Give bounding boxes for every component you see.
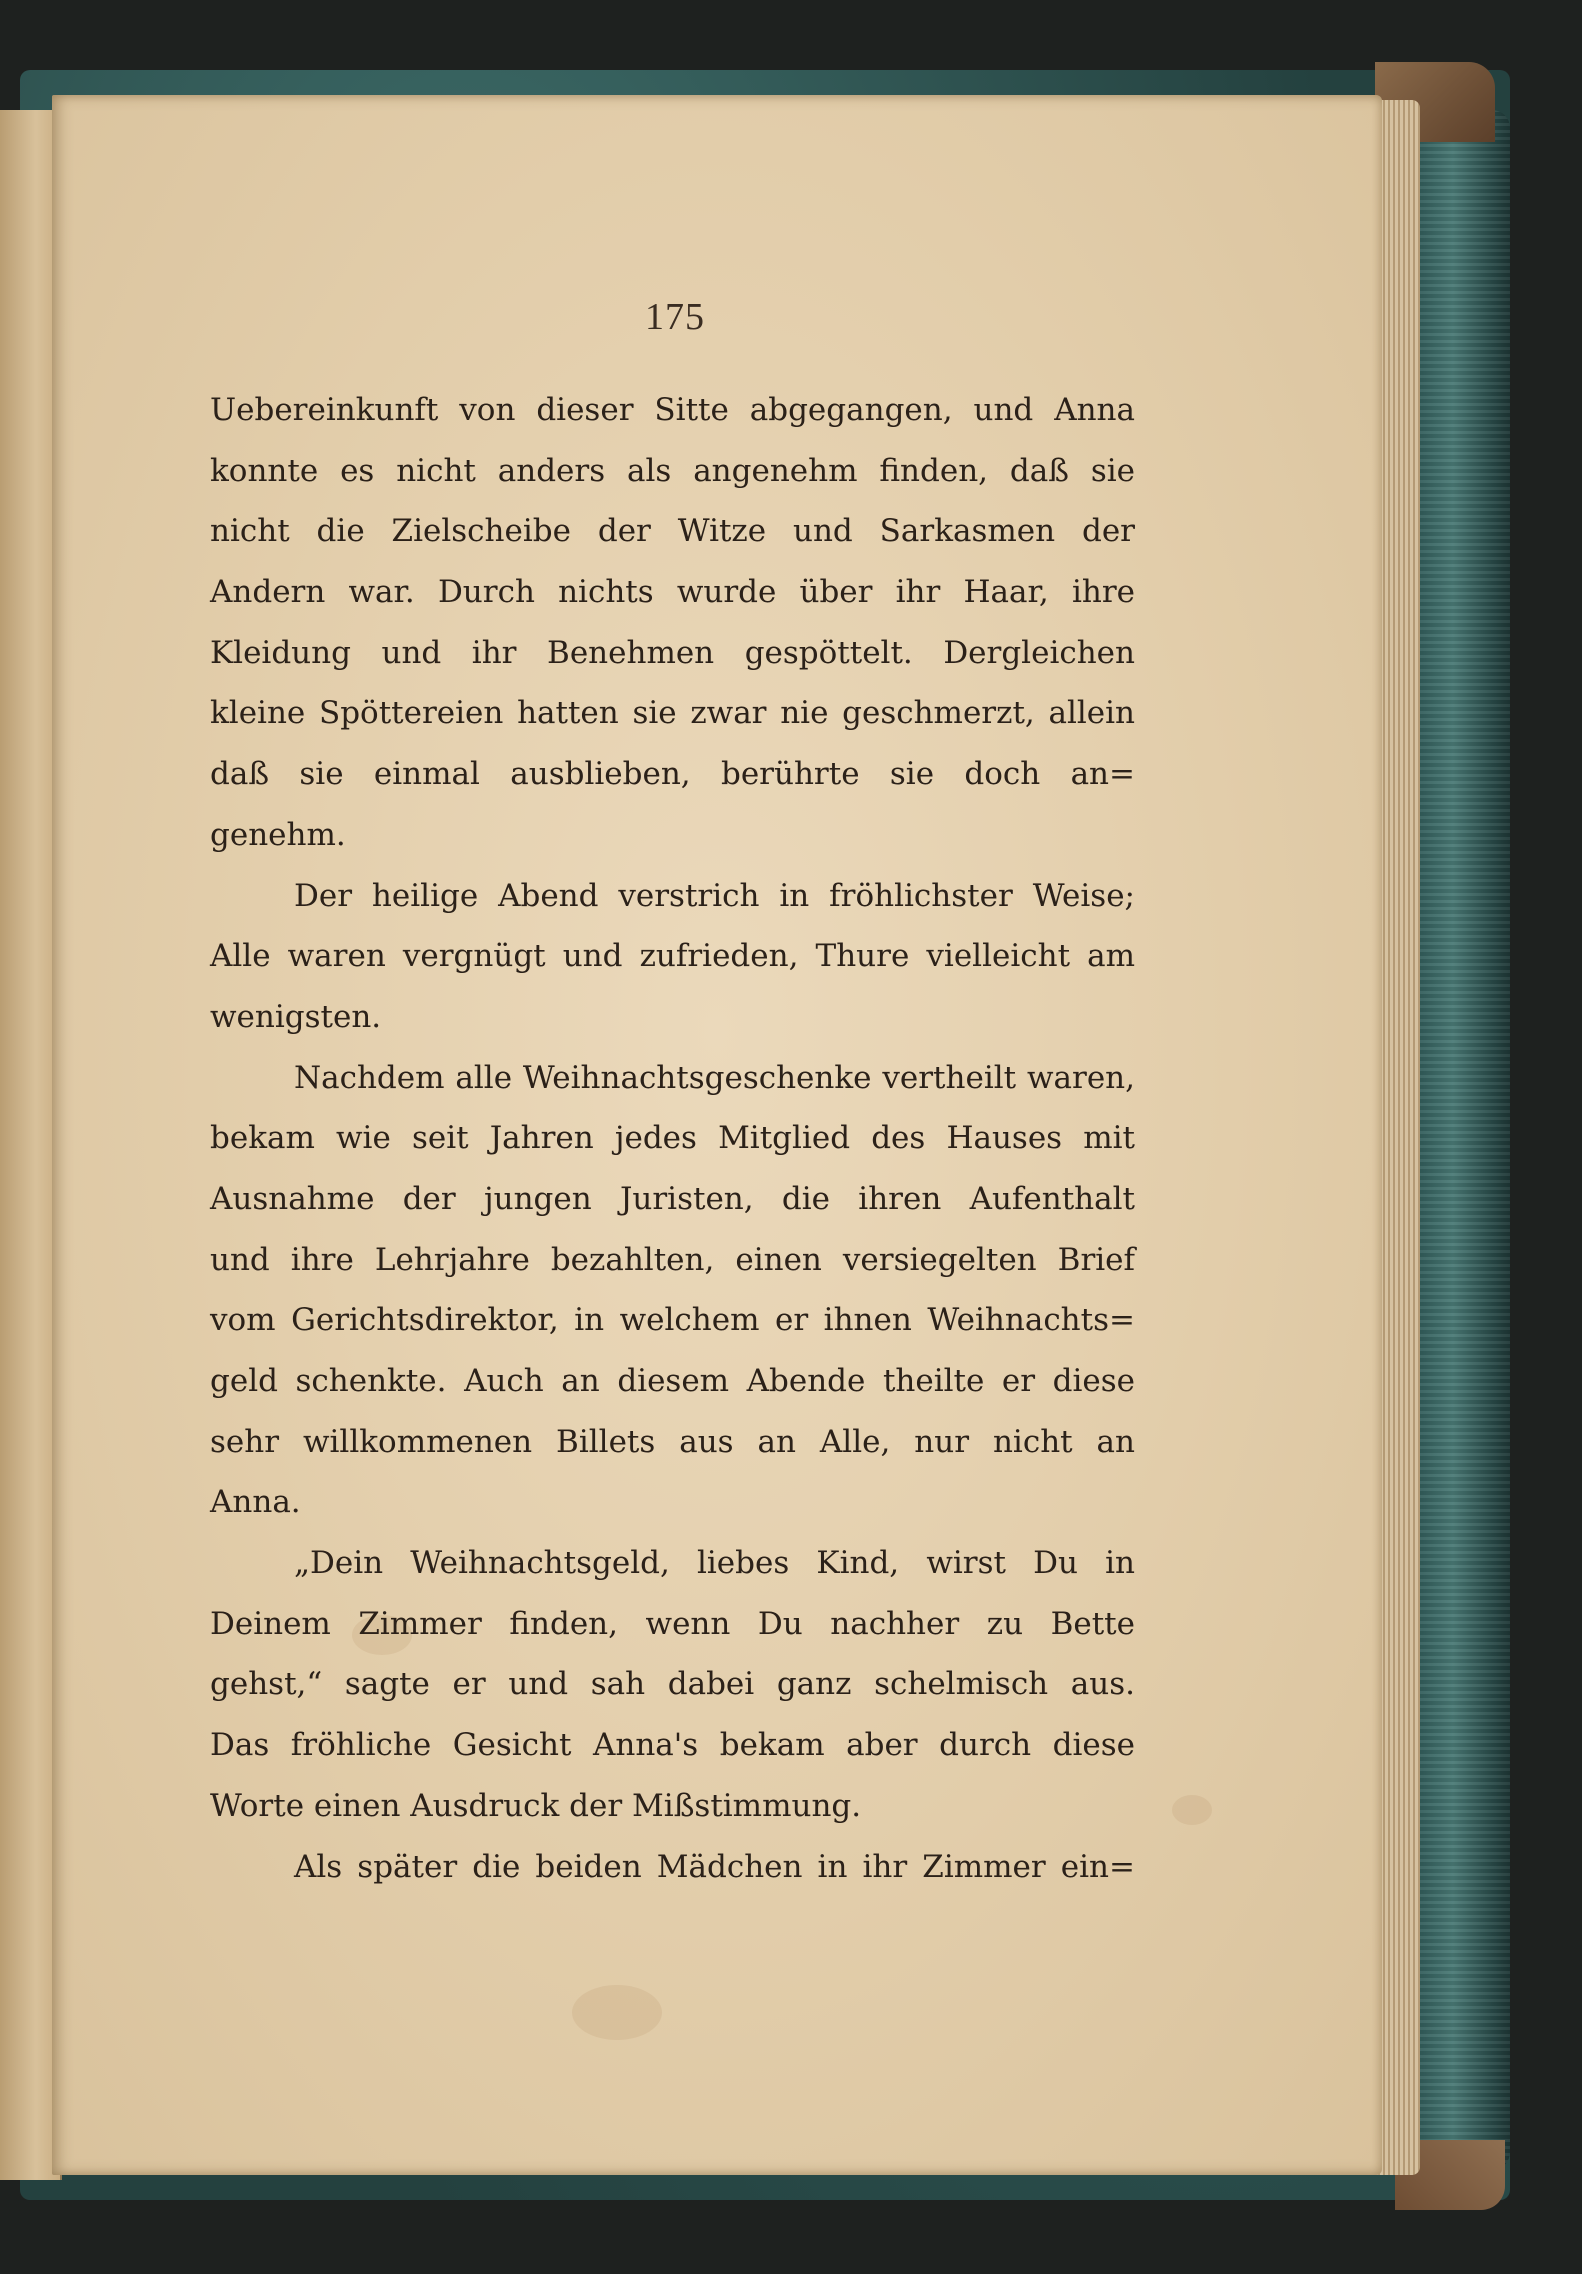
text-line: Worte einen Ausdruck der Mißstimmung.: [210, 1787, 862, 1824]
paper-stain: [1172, 1795, 1212, 1825]
page-number: 175: [645, 296, 705, 338]
text-line: Kleidung und ihr Benehmen gespöttelt. Dergleichen: [210, 634, 1135, 671]
text-line: wenigsten.: [210, 998, 382, 1035]
text-line: vom Gerichtsdirektor, in welchem er ihnen Weihnachts=: [210, 1302, 1135, 1339]
text-line: Andern war. Durch nichts wurde über ihr Haar, ihre: [210, 574, 1135, 611]
text-line: Anna.: [210, 1484, 301, 1521]
text-line: geld schenkte. Auch an diesem Abende theilte er diese: [210, 1363, 1135, 1399]
text-line: Alle waren vergnügt und zufrieden, Thure vielleicht am: [210, 938, 1135, 975]
paper-stain: [572, 1985, 662, 2040]
text-line: „Dein Weihnachtsgeld, liebes Kind, wirst Du in: [294, 1545, 1135, 1582]
text-line: Das fröhliche Gesicht Anna's bekam aber durch diese: [210, 1727, 1135, 1764]
text-line: genehm.: [210, 816, 346, 853]
text-line: Nachdem alle Weihnachtsgeschenke vertheilt waren,: [294, 1059, 1135, 1096]
text-line: nicht die Zielscheibe der Witze und Sarkasmen der: [210, 513, 1135, 550]
text-line: Als später die beiden Mädchen in ihr Zimmer ein=: [294, 1848, 1135, 1885]
cover-edge: [1415, 110, 1510, 2170]
text-line: Der heilige Abend verstrich in fröhlichster Weise;: [294, 877, 1135, 914]
body-text: [210, 380, 1135, 1897]
text-line: bekam wie seit Jahren jedes Mitglied des Hauses mit: [210, 1120, 1135, 1157]
text-line: Ausnahme der jungen Juristen, die ihren Aufenthalt: [210, 1180, 1135, 1217]
text-line: daß sie einmal ausblieben, berührte sie doch an=: [210, 756, 1135, 793]
text-line: und ihre Lehrjahre bezahlten, einen versiegelten Brief: [210, 1241, 1135, 1278]
text-line: Deinem Zimmer finden, wenn Du nachher zu Bette: [210, 1605, 1135, 1642]
text-line: gehst,“ sagte er und sah dabei ganz schelmisch aus.: [210, 1666, 1135, 1703]
text-line: konnte es nicht anders als angenehm finden, daß sie: [210, 452, 1135, 489]
text-line: sehr willkommenen Billets aus an Alle, nur nicht an: [210, 1423, 1135, 1460]
text-line: kleine Spöttereien hatten sie zwar nie geschmerzt, allein: [210, 695, 1135, 732]
text-line: Uebereinkunft von dieser Sitte abgegangen, und Anna: [210, 392, 1135, 428]
